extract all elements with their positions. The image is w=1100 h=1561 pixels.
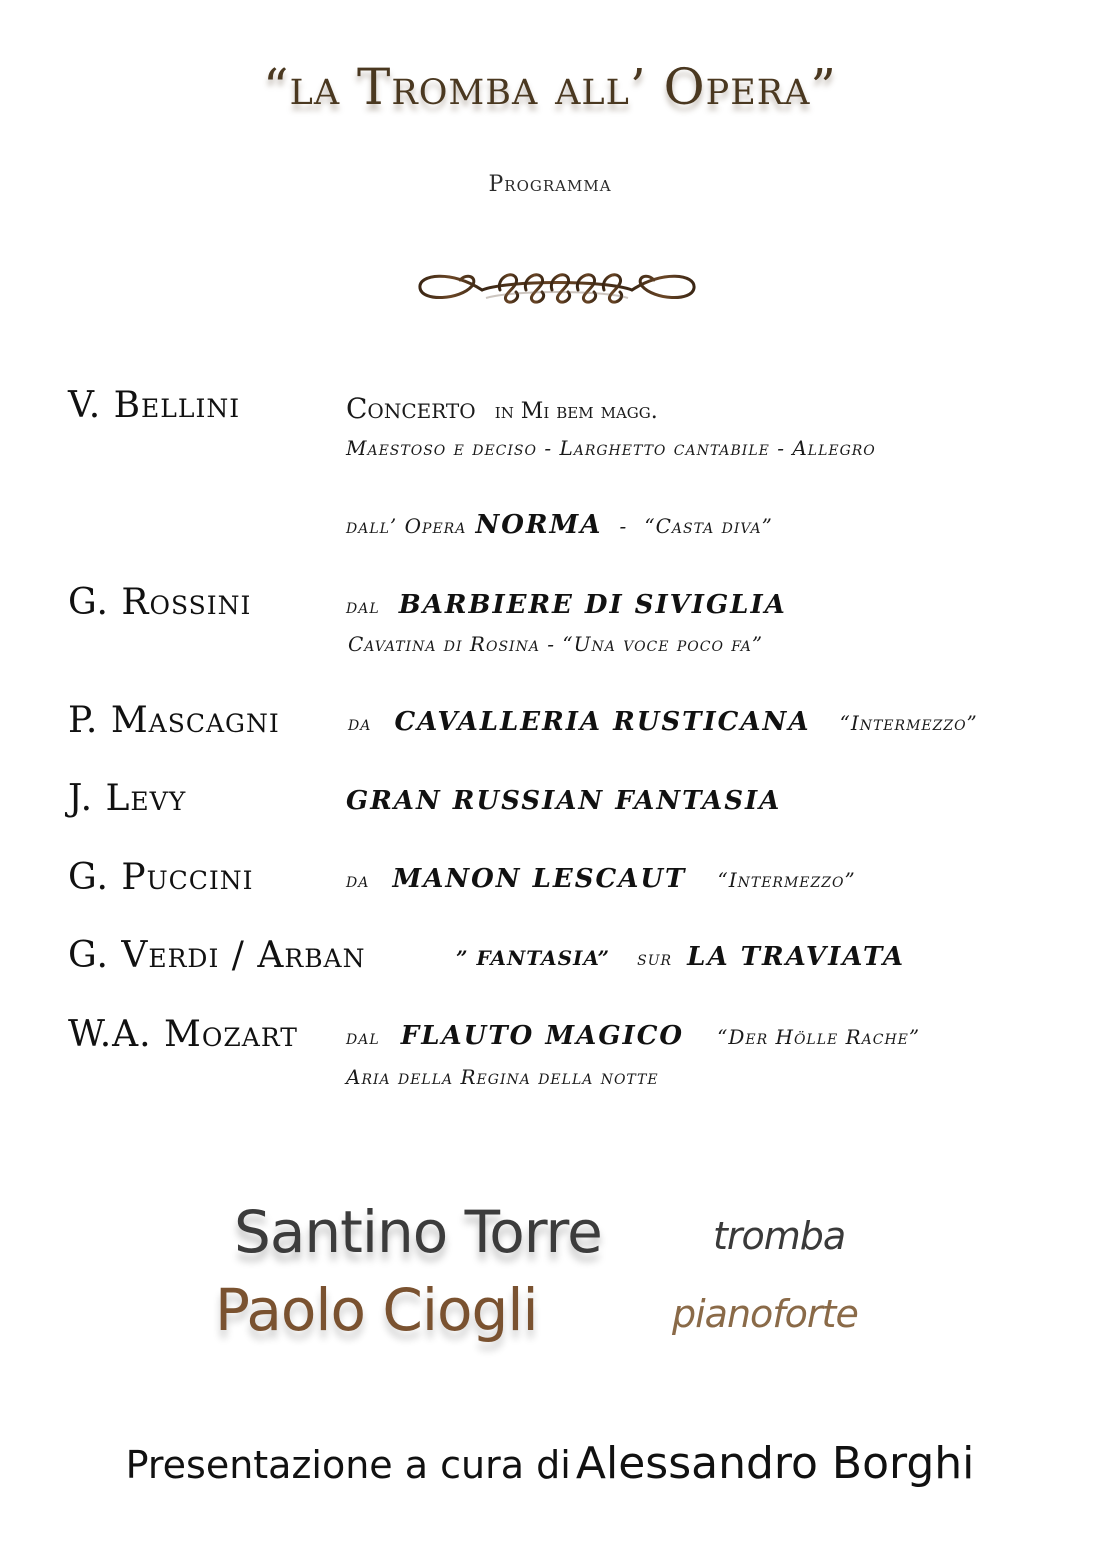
work-title: Concerto (346, 392, 476, 425)
opera-title: NORMA (475, 510, 603, 540)
credit-prefix: Presentazione a cura di (125, 1443, 571, 1487)
connector: sur (637, 946, 673, 970)
aria-title: “Der Hölle Rache” (717, 1025, 921, 1049)
aria-title: “Casta diva” (644, 514, 773, 538)
performer-name-trumpet: Santino Torre (234, 1198, 602, 1266)
prefix: da (348, 711, 372, 735)
work-detail: Cavatina di Rosina - “Una voce poco fa” (348, 632, 764, 656)
piece-title: “Intermezzo” (839, 711, 978, 735)
performer-instrument-piano: pianoforte (672, 1292, 858, 1336)
composer-mozart: W.A. Mozart (68, 1014, 298, 1055)
program-item-norma (346, 510, 773, 540)
prefix: da (346, 868, 370, 892)
work-title: GRAN RUSSIAN FANTASIA (346, 786, 782, 816)
credit-name: Alessandro Borghi (575, 1438, 975, 1489)
composer-mascagni: P. Mascagni (68, 700, 280, 741)
program-item-bellini (346, 392, 658, 425)
program-item-mozart (346, 1021, 920, 1051)
composer-puccini: G. Puccini (68, 857, 254, 898)
opera-title: MANON LESCAUT (392, 864, 687, 894)
flourish-ornament-icon (412, 250, 702, 316)
program-item-mascagni (348, 707, 978, 737)
opera-title: BARBIERE DI SIVIGLIA (398, 590, 787, 620)
program-item-puccini (346, 864, 856, 894)
composer-levy: J. Levy (68, 778, 187, 819)
program-item-verdi (456, 942, 905, 972)
opera-title: FLAUTO MAGICO (400, 1021, 685, 1051)
piece-title: “Intermezzo” (717, 868, 856, 892)
work-key: in Mi bem magg. (494, 399, 658, 424)
page-subtitle: Programma (488, 172, 612, 197)
from-prefix: dall’ Opera (346, 514, 467, 538)
program-item-rossini (346, 590, 787, 620)
composer-rossini: G. Rossini (68, 582, 252, 623)
work-movements: Maestoso e deciso - Larghetto cantabile - Allegro (346, 436, 876, 460)
presentation-credit (0, 1438, 1100, 1489)
opera-title: CAVALLERIA RUSTICANA (394, 707, 811, 737)
work-detail: Aria della Regina della notte (346, 1065, 659, 1089)
page-title: “la Tromba all’ Opera” (263, 58, 837, 116)
prefix: dal (346, 594, 380, 618)
performer-instrument-trumpet: tromba (713, 1214, 846, 1258)
opera-title: LA TRAVIATA (687, 942, 906, 972)
composer-bellini: V. Bellini (68, 385, 241, 426)
performer-name-piano: Paolo Ciogli (215, 1276, 538, 1344)
composer-verdi-arban: G. Verdi / Arban (68, 935, 366, 976)
prefix: dal (346, 1025, 380, 1049)
piece-title: ” FANTASIA” (456, 946, 611, 970)
separator: - (619, 514, 628, 538)
